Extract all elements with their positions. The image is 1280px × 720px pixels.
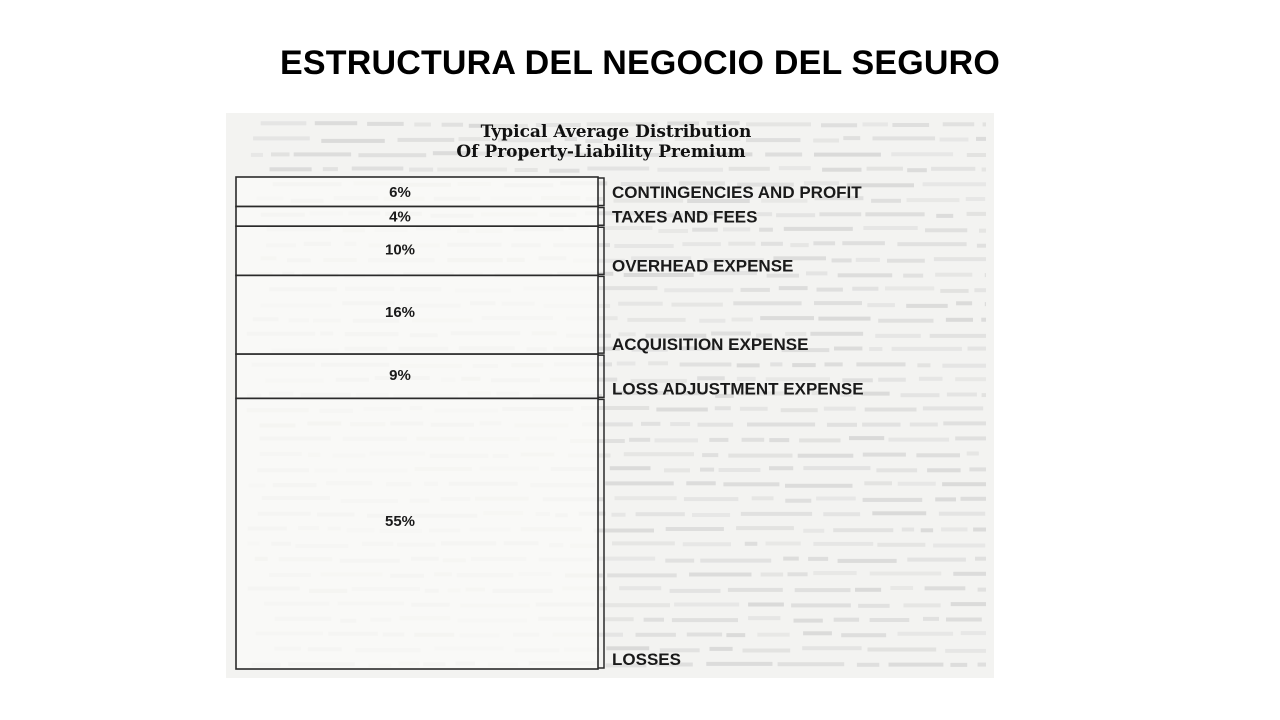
segment-category-label: CONTINGENCIES AND PROFIT [612,182,862,202]
scan-texture-mark [261,121,307,125]
scan-texture-mark [655,438,699,442]
scan-texture-mark [810,332,863,336]
scan-texture-mark [875,334,921,338]
scan-texture-mark [323,167,338,171]
scan-texture-mark [865,408,917,412]
scan-texture-mark [813,241,835,245]
scan-texture-mark [834,618,859,622]
scan-texture-mark [887,259,925,263]
scan-texture-mark [818,317,870,321]
scan-texture-mark [878,378,906,382]
scan-texture-mark [872,511,926,515]
scan-texture-mark [612,541,675,545]
scan-texture-mark [917,363,930,367]
scan-texture-mark [947,393,977,397]
bar-segment [236,354,598,398]
scan-texture-mark [756,212,772,216]
scan-texture-mark [740,407,768,411]
premium-distribution-chart [226,113,994,678]
scan-texture-mark [741,512,812,516]
scan-texture-mark [728,454,792,458]
stacked-bar [236,177,598,669]
scan-texture-mark [931,167,975,171]
scan-texture-mark [892,347,962,351]
scan-texture-mark [741,288,770,292]
scan-texture-mark [916,453,960,457]
scan-texture-mark [271,152,290,156]
scan-texture-mark [919,377,943,381]
scan-texture-mark [315,121,357,125]
scan-texture-mark [715,406,731,410]
scan-texture-mark [878,319,933,323]
scan-texture-mark [973,528,986,532]
scan-texture-mark [946,318,973,322]
scan-texture-mark [799,438,840,442]
scan-texture-mark [813,571,856,575]
scan-texture-mark [600,603,670,607]
scan-texture-mark [841,633,886,637]
scan-texture-mark [549,169,579,173]
scan-texture-mark [598,286,658,290]
scan-texture-mark [792,363,816,367]
scan-texture-mark [684,497,738,501]
scan-texture-mark [610,466,651,470]
scan-texture-mark [864,481,892,485]
scan-texture-mark [985,273,986,277]
scan-texture-mark [930,334,986,338]
scan-texture-mark [877,543,925,547]
scan-texture-mark [759,228,773,232]
scan-texture-mark [779,166,811,170]
scan-texture-mark [709,438,728,442]
scan-texture-mark [967,452,979,456]
scan-texture-mark [644,618,664,622]
scan-texture-mark [700,559,771,563]
scan-texture-mark [858,604,890,608]
scan-texture-mark [641,422,660,426]
scan-texture-mark [956,301,972,305]
scan-texture-mark [745,542,758,546]
scan-texture-mark [665,559,694,563]
scan-texture-mark [871,199,901,203]
bar-segment [236,275,598,354]
scan-texture-mark [927,468,961,472]
scan-texture-mark [856,258,880,262]
scan-texture-mark [906,304,948,308]
scan-texture-mark [612,513,626,517]
scan-texture-mark [765,153,802,157]
scan-texture-mark [785,484,853,488]
scan-texture-mark [923,182,986,186]
scan-texture-mark [657,168,723,172]
scan-texture-mark [849,436,884,440]
scan-texture-mark [761,242,783,246]
scan-texture-mark [769,438,789,442]
scan-texture-mark [975,557,986,561]
scan-texture-mark [358,153,426,157]
scan-texture-mark [253,136,310,140]
scan-texture-mark [814,153,881,157]
scan-texture-mark [967,212,986,216]
scan-texture-mark [788,572,808,576]
scan-texture-mark [940,138,969,142]
scan-texture-mark [770,362,782,366]
scan-texture-mark [824,407,856,411]
scan-texture-mark [803,631,832,635]
scan-texture-mark [983,122,986,126]
segment-value-label: 9% [389,367,411,384]
scan-texture-mark [852,287,878,291]
scan-texture-mark [806,271,827,275]
scan-texture-mark [902,528,914,532]
bar-segment [236,226,598,275]
scan-texture-mark [437,168,507,172]
scan-texture-mark [726,633,745,637]
scan-texture-mark [700,468,714,472]
scan-texture-mark [941,527,967,531]
scan-texture-mark [629,438,650,442]
scan-texture-mark [791,603,851,607]
scan-texture-mark [710,647,733,651]
scan-texture-mark [936,214,953,218]
scan-texture-mark [760,316,814,320]
scan-texture-mark [686,481,715,485]
scan-texture-mark [270,167,312,171]
scan-texture-mark [968,347,987,351]
scan-texture-mark [664,468,690,472]
scan-texture-mark [619,586,661,590]
bar-segment [236,177,598,207]
scan-texture-mark [748,616,780,620]
scan-texture-mark [719,468,761,472]
scan-texture-mark [674,603,739,607]
scan-texture-mark [702,453,718,457]
scan-texture-mark [861,392,889,396]
scan-texture-mark [904,603,941,607]
scan-texture-mark [865,212,924,216]
scan-texture-mark [617,362,636,366]
scan-texture-mark [867,167,903,171]
scan-texture-mark [863,453,906,457]
scan-texture-mark [978,663,986,667]
scan-texture-mark [943,421,986,425]
scan-texture-mark [699,319,725,323]
scan-texture-mark [890,586,913,590]
scan-texture-mark [889,438,950,442]
scan-texture-mark [969,467,986,471]
scan-texture-mark [670,589,721,593]
bar-segment [236,398,598,669]
scan-texture-mark [923,406,983,410]
scan-texture-mark [923,617,939,621]
scan-texture-mark [614,244,673,248]
scan-texture-mark [898,632,954,636]
scan-texture-mark [687,633,722,637]
scan-texture-mark [897,242,966,246]
scan-texture-mark [414,123,431,127]
scan-texture-mark [955,436,986,440]
scan-texture-mark [321,139,385,143]
scan-texture-mark [736,526,794,530]
scan-texture-mark [974,288,986,292]
scan-texture-mark [955,377,986,381]
scan-texture-mark [814,301,862,305]
scan-texture-mark [784,227,853,231]
scan-texture-mark [907,198,960,202]
scan-texture-mark [823,512,860,516]
scan-texture-mark [935,497,956,501]
scan-texture-mark [981,318,986,322]
scan-texture-mark [907,558,966,562]
scan-texture-mark [951,602,986,606]
scan-texture-mark [966,197,985,201]
scan-texture-mark [873,136,936,140]
scan-texture-mark [636,633,676,637]
scan-texture-mark [737,363,760,367]
segment-category-label: LOSS ADJUSTMENT EXPENSE [612,379,864,399]
scan-texture-mark [790,243,808,247]
scan-texture-mark [294,152,351,156]
scan-texture-mark [822,168,861,172]
scan-texture-mark [781,408,818,412]
scan-texture-mark [832,258,852,262]
scan-texture-mark [627,318,685,322]
scan-texture-mark [747,423,815,427]
scan-texture-mark [598,557,655,561]
scan-texture-mark [624,452,694,456]
scan-texture-mark [666,527,724,531]
scan-texture-mark [752,496,774,500]
scan-texture-mark [816,497,856,501]
scan-texture-mark [827,423,857,427]
scan-texture-mark [934,257,986,261]
scan-texture-mark [862,423,900,427]
scan-texture-mark [692,513,730,517]
scan-texture-mark [863,226,917,230]
scan-texture-mark [605,481,673,485]
scan-texture-mark [352,167,404,171]
scan-texture-mark [615,496,677,500]
scan-texture-mark [648,361,668,365]
scan-texture-mark [795,588,851,592]
scan-texture-mark [925,586,966,590]
scan-texture-mark [843,136,860,140]
segment-value-label: 6% [389,183,411,201]
scan-texture-mark [869,347,882,351]
scan-texture-mark [961,497,987,501]
scan-texture-mark [838,559,897,563]
scan-texture-mark [870,618,910,622]
segment-category-label: ACQUISITION EXPENSE [612,335,809,355]
scan-texture-mark [723,482,779,486]
scan-texture-mark [940,289,968,293]
scan-texture-mark [825,362,843,366]
scan-texture-mark [746,122,811,126]
scan-texture-mark [885,286,934,290]
segment-value-label: 55% [384,513,416,531]
chart-title [456,122,751,162]
scan-texture-mark [672,303,723,307]
scan-texture-mark [925,228,967,232]
scan-texture-mark [785,499,811,503]
scan-texture-mark [757,633,789,637]
scan-texture-mark [838,273,893,277]
scan-texture-mark [689,573,751,577]
scan-texture-mark [891,152,953,156]
scan-texture-mark [961,631,986,635]
segment-bracket [598,208,604,226]
segment-bracket [598,355,604,397]
scan-texture-mark [889,663,944,667]
scan-texture-mark [945,649,986,653]
scan-texture-mark [594,529,655,533]
scan-texture-mark [842,241,885,245]
scan-texture-mark [976,137,986,141]
scan-texture-mark [729,167,770,171]
scan-texture-mark [732,318,753,322]
scan-texture-mark [817,288,843,292]
chart-title-line-1: Typical Average Distribution [480,122,752,142]
scan-texture-mark [808,557,828,561]
scan-texture-mark [672,618,738,622]
scan-texture-mark [742,438,765,442]
scan-texture-mark [680,363,732,367]
scan-texture-mark [942,482,986,486]
scan-texture-mark [907,168,927,172]
scan-texture-mark [766,542,801,546]
scan-texture-mark [769,466,793,470]
scan-texture-mark [863,498,923,502]
scan-texture-mark [813,542,873,546]
scan-texture-mark [855,588,881,592]
scan-texture-mark [978,588,986,592]
scan-texture-mark [967,153,986,157]
scan-texture-mark [367,122,404,126]
scan-texture-mark [857,663,879,667]
scan-texture-mark [901,393,940,397]
scan-texture-mark [794,619,823,623]
bar-segment [236,207,598,227]
scan-texture-mark [656,408,707,412]
scan-texture-mark [985,302,986,306]
scan-texture-mark [935,273,972,277]
scan-texture-mark [821,123,857,127]
segment-value-label: 16% [384,303,416,321]
scan-texture-mark [856,362,905,366]
scan-texture-mark [743,649,791,653]
segment-bracket [598,227,604,274]
scan-texture-mark [819,212,861,216]
scan-texture-mark [953,572,986,576]
scan-texture-mark [251,153,263,157]
scan-texture-mark [982,393,986,397]
scan-texture-mark [607,573,677,577]
scan-texture-mark [979,229,986,233]
segment-category-label: OVERHEAD EXPENSE [612,256,794,276]
scan-texture-mark [409,168,433,172]
scan-texture-mark [783,557,799,561]
scan-texture-mark [946,618,982,622]
segment-category-label: LOSSES [612,650,681,669]
scan-texture-mark [876,468,917,472]
scan-texture-mark [863,122,888,126]
scan-texture-mark [939,512,985,516]
chart-title-line-2: Of Property-Liability Premium [456,142,746,162]
scan-texture-mark [746,138,800,142]
scan-texture-mark [942,364,986,368]
scan-texture-mark [636,512,685,516]
scan-texture-mark [778,662,845,666]
scan-texture-mark [698,423,734,427]
scan-texture-mark [601,226,652,230]
scan-texture-mark [867,303,895,307]
scan-texture-mark [982,168,986,172]
scan-texture-mark [950,663,967,667]
scan-texture-mark [868,648,937,652]
scan-texture-mark [921,528,933,532]
scan-texture-mark [604,617,633,621]
scan-texture-mark [587,167,649,171]
scan-texture-mark [834,347,862,351]
scan-texture-mark [728,588,783,592]
scan-texture-mark [779,286,808,290]
scan-texture-mark [618,302,663,306]
scan-texture-mark [803,529,824,533]
scan-texture-mark [870,572,942,576]
scan-texture-mark [933,544,985,548]
scan-texture-mark [733,301,801,305]
scan-texture-mark [515,168,538,172]
scan-texture-mark [398,138,455,142]
scan-texture-mark [898,482,936,486]
segment-value-label: 4% [389,208,411,226]
scan-texture-mark [903,274,923,278]
scan-texture-mark [813,139,839,143]
scan-texture-mark [670,422,690,426]
scan-texture-mark [803,466,870,470]
scan-texture-mark [723,227,750,231]
scan-texture-mark [943,122,975,126]
scan-texture-mark [910,423,938,427]
slide-title: ESTRUCTURA DEL NEGOCIO DEL SEGURO [279,44,1001,82]
scan-texture-mark [798,454,854,458]
scan-texture-mark [664,288,733,292]
scan-texture-mark [683,542,731,546]
scanned-chart-image [226,113,994,678]
segment-value-label: 10% [384,241,416,259]
scan-texture-mark [692,228,718,232]
scan-texture-mark [706,662,772,666]
scan-texture-mark [802,646,861,650]
scan-texture-mark [761,573,784,577]
scan-texture-mark [728,242,755,246]
scan-texture-mark [833,528,893,532]
scan-texture-mark [748,603,784,607]
scan-texture-mark [442,123,464,127]
scan-texture-mark [658,229,688,233]
scan-texture-mark [776,213,815,217]
segment-category-label: TAXES AND FEES [612,207,758,227]
scan-texture-mark [977,244,986,248]
scan-texture-mark [682,242,720,246]
category-labels [612,183,864,669]
scan-texture-mark [892,123,929,127]
